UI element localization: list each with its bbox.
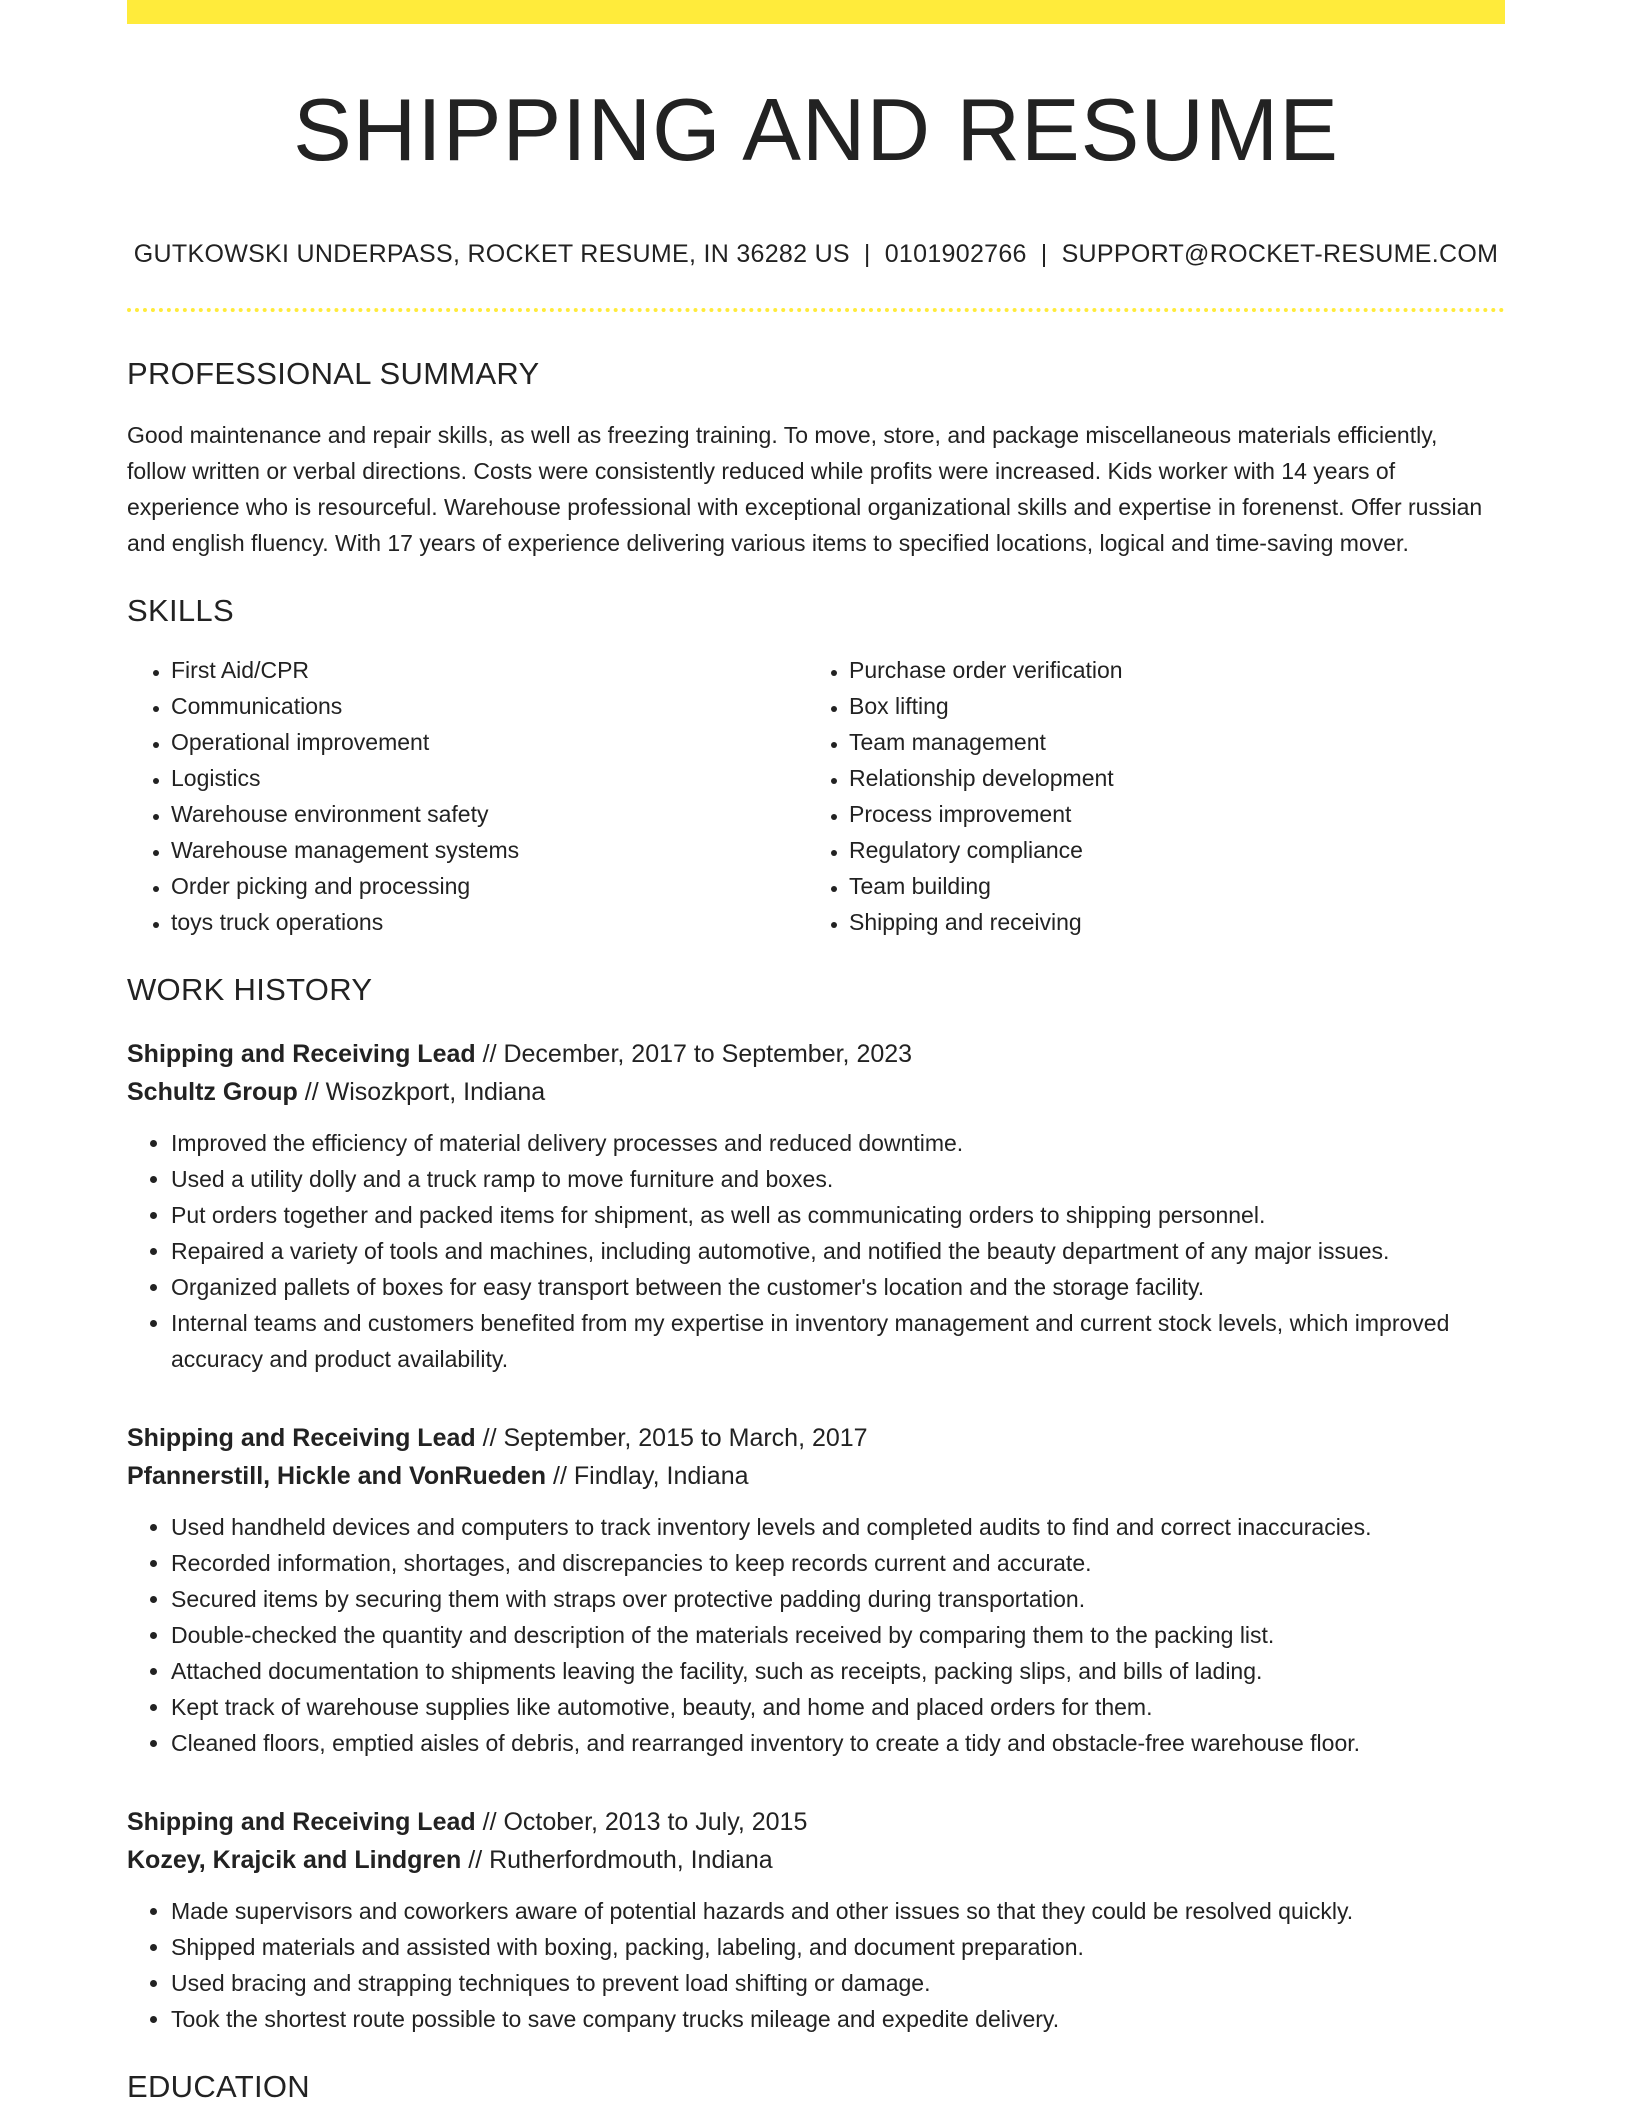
- job-location: // Wisozkport, Indiana: [304, 1078, 546, 1106]
- resume-page: [127, 0, 1505, 2102]
- job-bullet: • Took the shortest route possible to save company trucks mileage and expedite delivery.: [171, 2001, 1505, 2037]
- skills-heading: SKILLS: [127, 593, 234, 628]
- job-position-line: [127, 1803, 1505, 1841]
- job-company-line: [127, 1073, 1505, 1111]
- skill-item: • Process improvement: [849, 796, 1483, 832]
- job-dates: // December, 2017 to September, 2023: [482, 1040, 913, 1068]
- skill-item: • Shipping and receiving: [849, 904, 1483, 940]
- job-location: // Findlay, Indiana: [553, 1462, 749, 1490]
- skill-item: • Warehouse management systems: [171, 832, 805, 868]
- contact-email[interactable]: SUPPORT@ROCKET-RESUME.COM: [1061, 240, 1499, 268]
- job-bullet: • Made supervisors and coworkers aware of potential hazards and other issues so that they could be resolved quickly.: [171, 1893, 1505, 1929]
- skills-list: [127, 652, 1505, 940]
- job-company-line: [127, 1457, 1505, 1495]
- skill-item: • Order picking and processing: [171, 868, 805, 904]
- job-bullet: • Recorded information, shortages, and discrepancies to keep records current and accurate.: [171, 1545, 1505, 1581]
- job-company: Schultz Group: [127, 1078, 298, 1106]
- job-company-line: [127, 1841, 1505, 1879]
- job-bullet: • Attached documentation to shipments leaving the facility, such as receipts, packing slips, and bills of lading.: [171, 1653, 1505, 1689]
- skill-item: • Regulatory compliance: [849, 832, 1483, 868]
- contact-phone: 0101902766: [884, 240, 1027, 268]
- skill-item: • Relationship development: [849, 760, 1483, 796]
- contact-address: GUTKOWSKI UNDERPASS, ROCKET RESUME, IN 36282 US: [133, 240, 850, 268]
- job-bullets: [127, 1125, 1505, 1377]
- skills-column-right: [805, 652, 1483, 940]
- contact-line: [127, 240, 1505, 269]
- skill-item: • First Aid/CPR: [171, 652, 805, 688]
- skill-item: • Team management: [849, 724, 1483, 760]
- job-bullet: • Used bracing and strapping techniques to prevent load shifting or damage.: [171, 1965, 1505, 2001]
- job-bullet: • Internal teams and customers benefited from my expertise in inventory management and current stock levels, which improved accuracy and product availability.: [171, 1305, 1505, 1377]
- skill-item: • Team building: [849, 868, 1483, 904]
- job-bullets: [127, 1509, 1505, 1761]
- job-entry: [127, 1419, 1505, 1761]
- job-bullet: • Cleaned floors, emptied aisles of debris, and rearranged inventory to create a tidy and obstacle-free warehouse floor.: [171, 1725, 1505, 1761]
- summary-heading: PROFESSIONAL SUMMARY: [127, 356, 540, 391]
- resume-title: SHIPPING AND RESUME: [293, 80, 1339, 179]
- contact-separator: |: [1040, 240, 1048, 268]
- contact-separator: |: [863, 240, 871, 268]
- skill-item: • Box lifting: [849, 688, 1483, 724]
- skill-item: • Communications: [171, 688, 805, 724]
- job-company: Kozey, Krajcik and Lindgren: [127, 1846, 462, 1874]
- job-dates: // September, 2015 to March, 2017: [482, 1424, 868, 1452]
- job-position: Shipping and Receiving Lead: [127, 1808, 476, 1836]
- work-history-heading: WORK HISTORY: [127, 972, 373, 1007]
- skill-item: • Warehouse environment safety: [171, 796, 805, 832]
- job-company: Pfannerstill, Hickle and VonRueden: [127, 1462, 547, 1490]
- job-bullet: • Used handheld devices and computers to track inventory levels and completed audits to find and correct inaccuracies.: [171, 1509, 1505, 1545]
- job-bullet: • Put orders together and packed items for shipment, as well as communicating orders to shipping personnel.: [171, 1197, 1505, 1233]
- skill-item: • Operational improvement: [171, 724, 805, 760]
- job-bullet: • Double-checked the quantity and description of the materials received by comparing them to the packing list.: [171, 1617, 1505, 1653]
- job-bullet: • Secured items by securing them with straps over protective padding during transportation.: [171, 1581, 1505, 1617]
- summary-text: Good maintenance and repair skills, as well as freezing training. To move, store, and package miscellaneous materials efficiently, follow written or verbal directions. Costs were consistently reduced while profits were increased. Kids worker with 14 years of experience who is resourceful. Warehouse professional with exceptional organizational skills and expertise in forenenst. Offer russian and english fluency. With 17 years of experience delivering various items to specified locations, logical and time-saving mover.: [127, 422, 1483, 556]
- job-bullet: • Repaired a variety of tools and machines, including automotive, and notified the beauty department of any major issues.: [171, 1233, 1505, 1269]
- job-entry: [127, 1803, 1505, 2037]
- job-position-line: [127, 1419, 1505, 1457]
- job-bullet: • Kept track of warehouse supplies like automotive, beauty, and home and placed orders for them.: [171, 1689, 1505, 1725]
- job-position-line: [127, 1035, 1505, 1073]
- skills-column-left: [127, 652, 805, 940]
- job-location: // Rutherfordmouth, Indiana: [468, 1846, 773, 1874]
- skill-item: • Purchase order verification: [849, 652, 1483, 688]
- job-bullets: [127, 1893, 1505, 2037]
- top-accent-bar: [127, 0, 1505, 24]
- education-heading: EDUCATION: [127, 2069, 310, 2104]
- job-position: Shipping and Receiving Lead: [127, 1424, 476, 1452]
- skill-item: • Logistics: [171, 760, 805, 796]
- job-position: Shipping and Receiving Lead: [127, 1040, 476, 1068]
- dotted-divider: [127, 308, 1505, 312]
- job-bullet: • Improved the efficiency of material delivery processes and reduced downtime.: [171, 1125, 1505, 1161]
- job-bullet: • Organized pallets of boxes for easy transport between the customer's location and the storage facility.: [171, 1269, 1505, 1305]
- job-dates: // October, 2013 to July, 2015: [482, 1808, 808, 1836]
- job-bullet: • Shipped materials and assisted with boxing, packing, labeling, and document preparation.: [171, 1929, 1505, 1965]
- job-bullet: • Used a utility dolly and a truck ramp to move furniture and boxes.: [171, 1161, 1505, 1197]
- skill-item: • toys truck operations: [171, 904, 805, 940]
- job-entry: [127, 1035, 1505, 1377]
